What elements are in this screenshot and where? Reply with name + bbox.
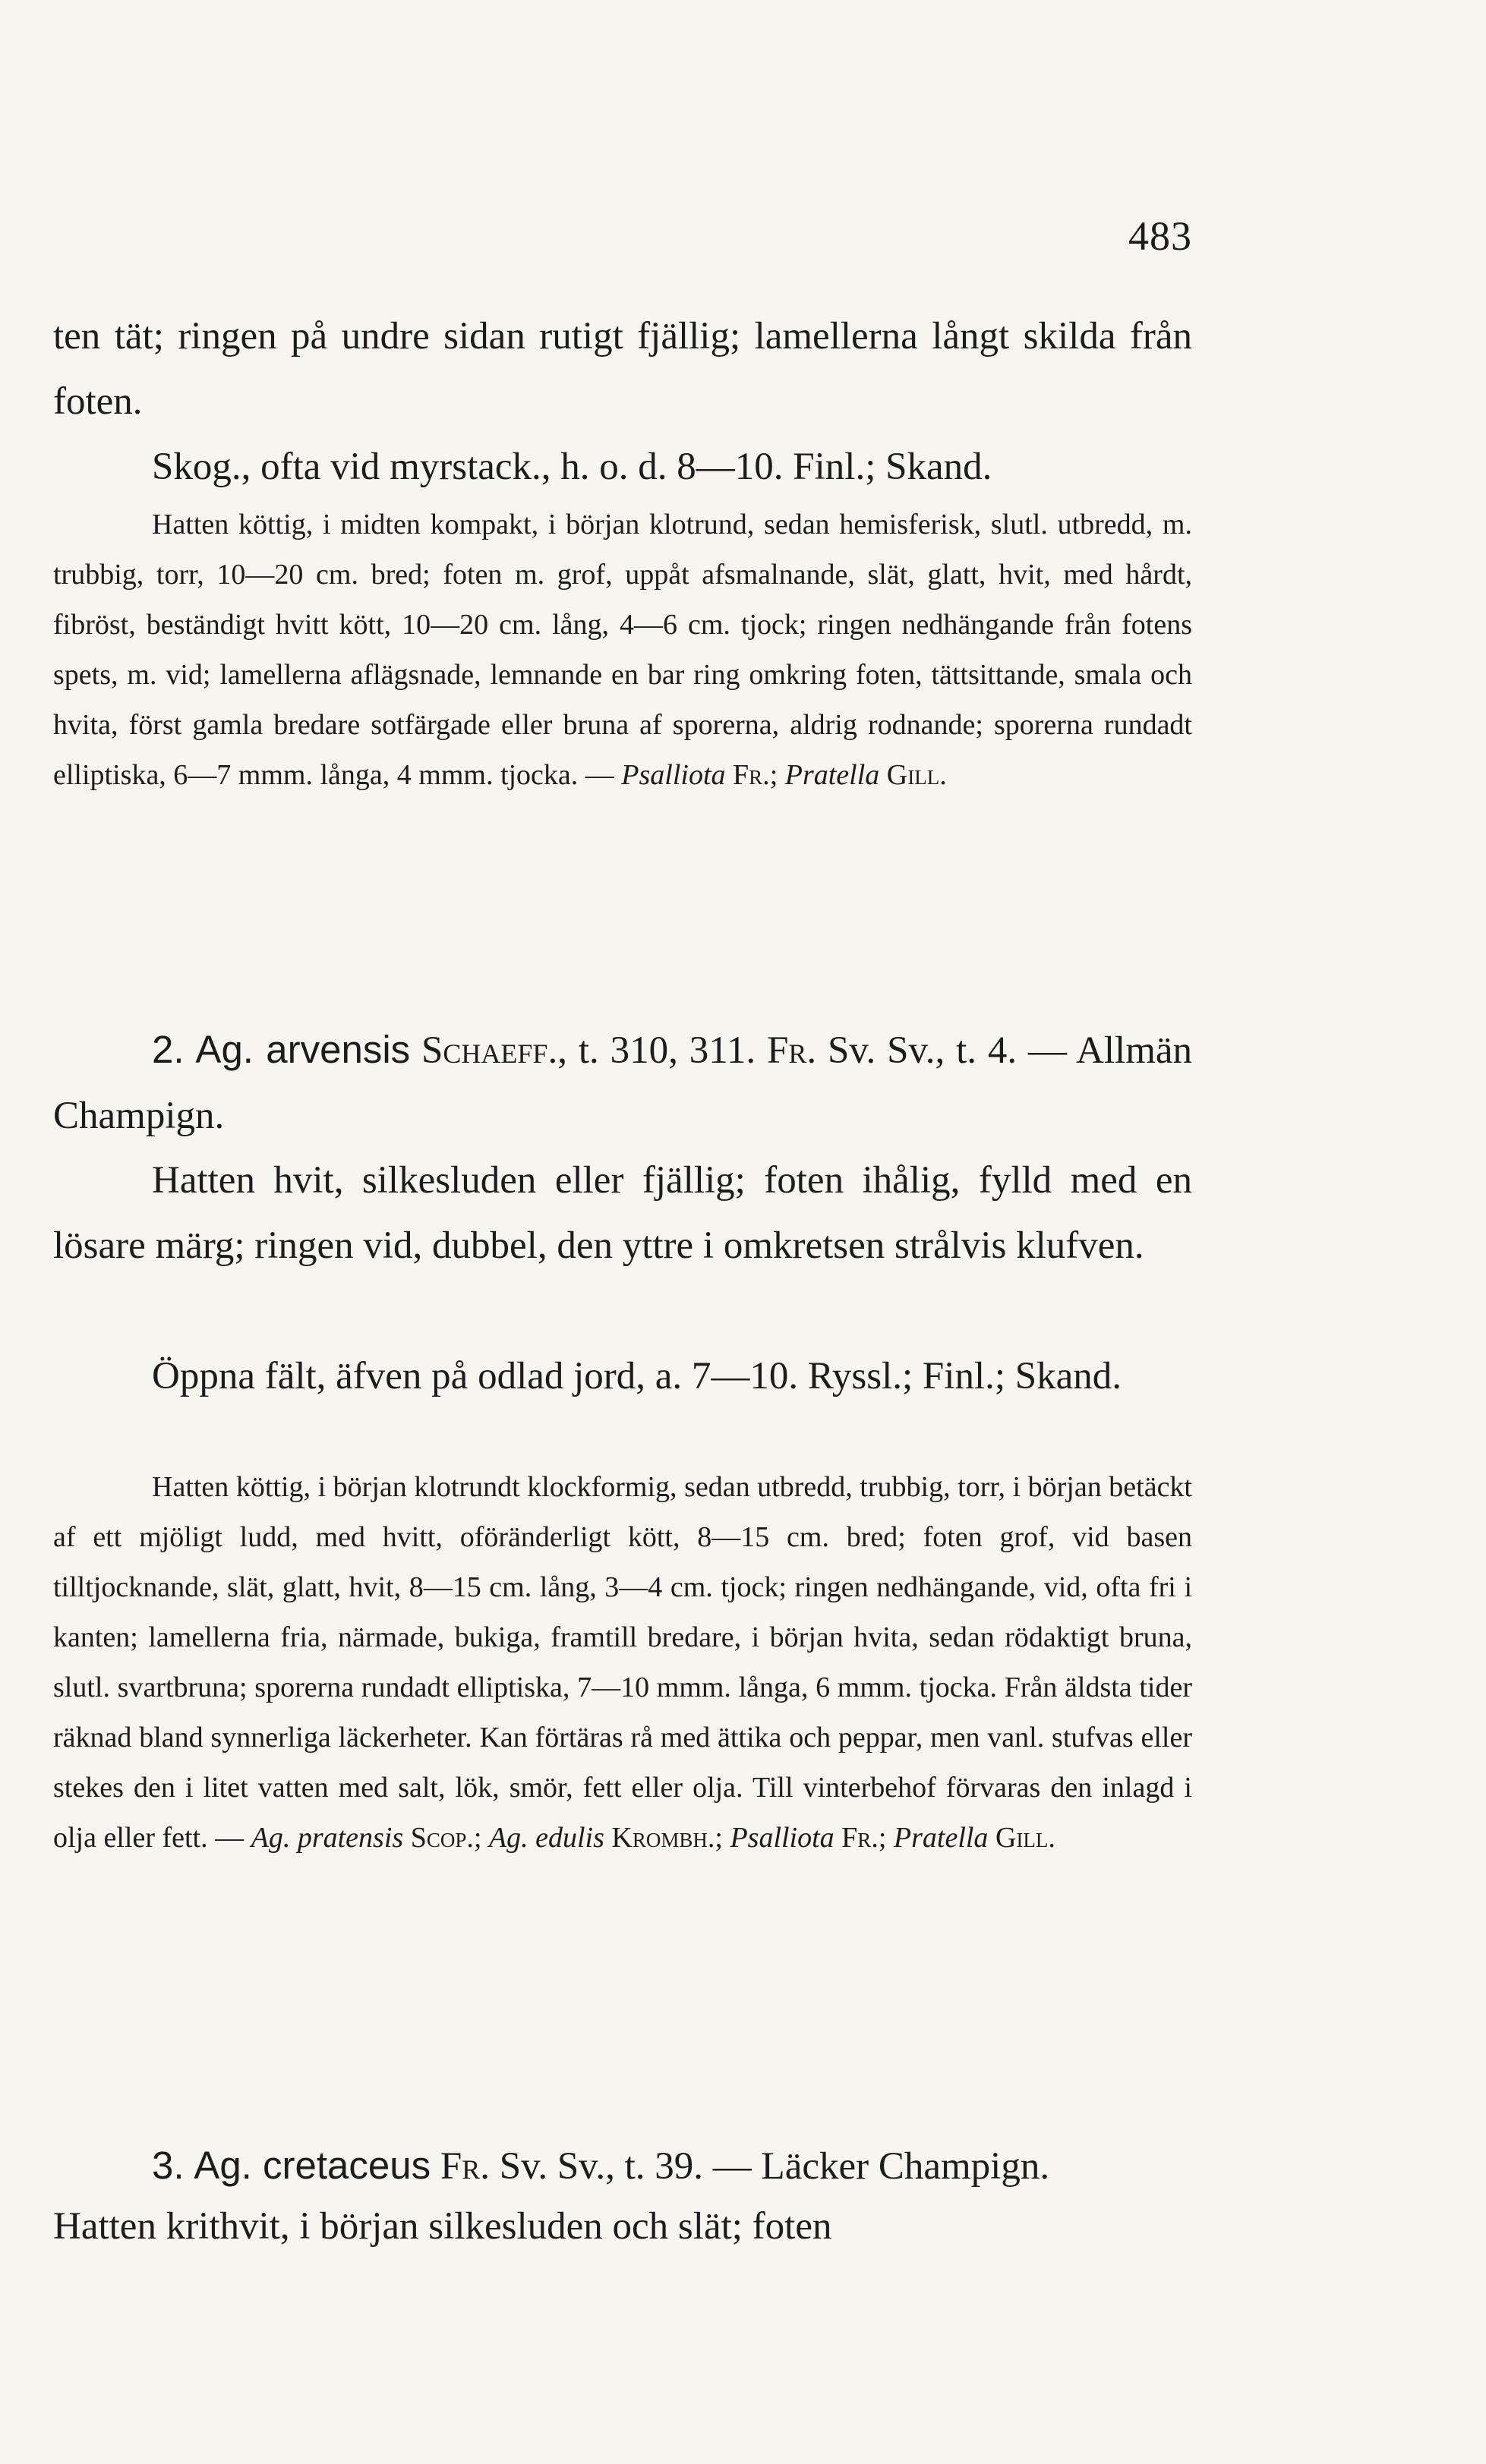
reference-author: Fr.: [440, 2145, 491, 2188]
species-heading-3: [53, 2133, 1192, 2199]
habitat-paragraph-2: [53, 1344, 1192, 1409]
species-reference-common-name: Sv. Sv., t. 39. — Läcker Champign.: [499, 2145, 1050, 2188]
cap-description-text: Hatten hvit, silkesluden eller fjällig; foten ihålig, fylld med en lösare märg; ringen vid, dubbel, den yttre i omkretsen strålvis klufven.: [53, 1159, 1192, 1267]
page-number: 483: [1128, 213, 1192, 259]
detailed-description-text: Hatten köttig, i midten kompakt, i början klotrund, sedan hemisferisk, slutl. utbredd, m. trubbig, torr, 10—20 cm. bred; foten m. grof, uppåt afsmalnande, slät, glatt, hvit, med hårdt, fibröst, beständigt hvitt kött, 10—20 cm. lång, 4—6 cm. tjock; ringen nedhängande från fotens spets, m. vid; lamellerna aflägsnade, lemnande en bar ring omkring foten, tättsittande, smala och hvita, först gamla bredare sotfärgade eller bruna af sporerna, aldrig rodnande; sporerna rundadt elliptiska, 6—7 mmm. långa, 4 mmm. tjocka. —: [53, 509, 1192, 791]
separator: ;: [473, 1822, 489, 1854]
synonym-genus: Ag. edulis: [488, 1822, 604, 1854]
detailed-description-2: [53, 1462, 1192, 1863]
habitat-text: Skog., ofta vid myrstack., h. o. d. 8—10. Finl.; Skand.: [152, 446, 992, 488]
species-number: 2.: [152, 1028, 185, 1071]
species-name: Ag. arvensis: [195, 1028, 411, 1071]
continued-description: [53, 304, 1192, 434]
cap-description: [53, 1148, 1192, 1278]
separator: ;: [715, 1822, 730, 1854]
cap-description-3: [53, 2194, 1192, 2259]
habitat-text-2: Öppna fält, äfven på odlad jord, a. 7—10. Ryssl.; Finl.; Skand.: [152, 1355, 1122, 1397]
synonym-author: Fr.: [733, 759, 770, 791]
species-author: Schaeff.: [421, 1029, 558, 1072]
synonym-author: Fr.: [841, 1822, 879, 1854]
detailed-description-text-2: Hatten köttig, i början klotrundt klockformig, sedan utbredd, trubbig, torr, i början betäckt af ett mjöligt ludd, med hvitt, oföränderligt kött, 8—15 cm. bred; foten grof, vid basen tilltjocknande, slät, glatt, hvit, 8—15 cm. lång, 3—4 cm. tjock; ringen nedhängande, vid, ofta fri i kanten; lamellerna fria, närmade, bukiga, framtill bredare, i början hvita, sedan rödaktigt bruna, slutl. svartbruna; sporerna rundadt elliptiska, 7—10 mmm. långa, 6 mmm. tjocka. Från äldsta tider räknad bland synnerliga läckerheter. Kan förtäras rå med ättika och peppar, men vanl. stufvas eller stekes den i litet vatten med salt, lök, smör, fett eller olja. Till vinterbehof förvaras den inlagd i olja eller fett. —: [53, 1471, 1192, 1854]
synonym-genus: Ag. pratensis: [251, 1822, 404, 1854]
species-heading-2: [53, 1017, 1192, 1149]
habitat-paragraph: [53, 434, 1192, 499]
cap-description-text-3: Hatten krithvit, i början silkesluden och slät; foten: [53, 2205, 832, 2248]
species-reference-common-name: Sv. Sv., t. 4. — Allmän Champign.: [53, 1029, 1193, 1137]
synonym-author: Gill.: [886, 759, 947, 791]
synonym-genus: Psalliota: [730, 1822, 834, 1854]
species-name: Ag. cretaceus: [194, 2144, 431, 2187]
synonym-author: Scop.: [410, 1822, 474, 1854]
species-number: 3.: [152, 2144, 185, 2187]
separator: ;: [769, 759, 785, 791]
reference-author: Fr.: [766, 1029, 817, 1072]
separator: ;: [878, 1822, 894, 1854]
synonym-genus: Pratella: [893, 1822, 989, 1854]
synonym-author: Gill.: [995, 1822, 1055, 1854]
synonym-genus: Pratella: [784, 759, 880, 791]
synonym-genus: Psalliota: [621, 759, 726, 791]
detailed-description: [53, 499, 1192, 800]
species-reference: , t. 310, 311.: [557, 1029, 756, 1072]
synonym-author: Krombh.: [611, 1822, 715, 1854]
continued-description-text: ten tät; ringen på undre sidan rutigt fjällig; lamellerna långt skilda från foten.: [53, 315, 1192, 423]
